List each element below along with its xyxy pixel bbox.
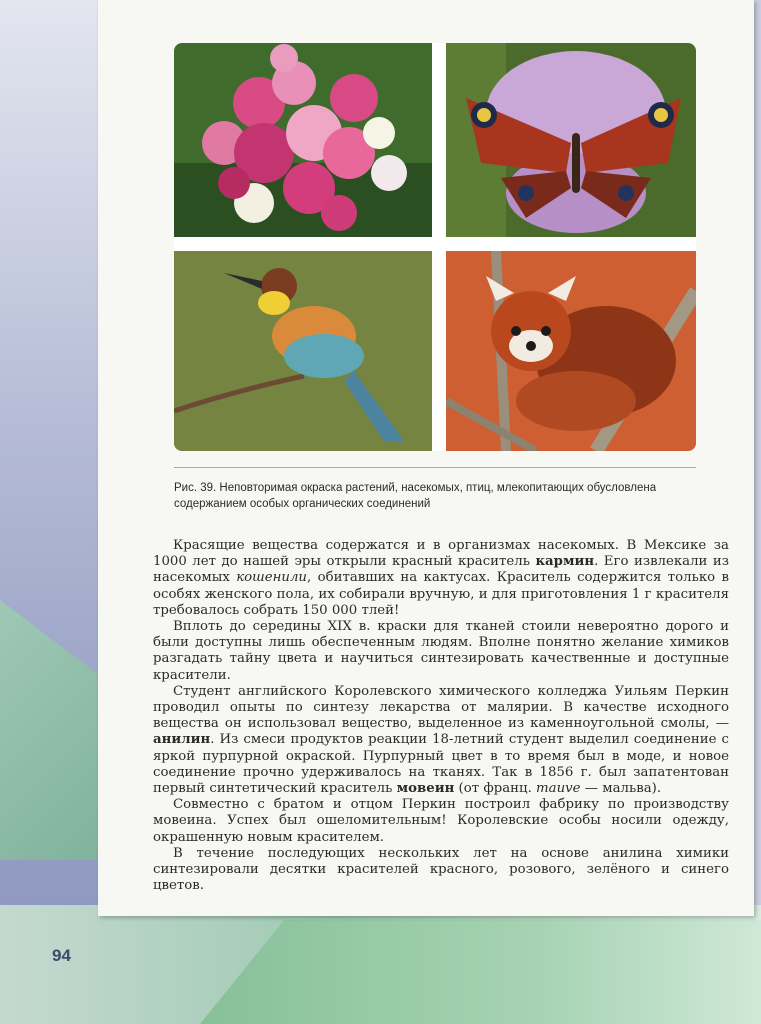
text-run: — мальва). (580, 781, 662, 797)
italic-term: кошенили (236, 570, 307, 586)
text-run: (от франц. (454, 781, 537, 797)
text-run: Красящие вещества содержатся и в организмах насекомых. В Мексике за 1000 лет до нашей эры открыли красный краситель (153, 538, 729, 570)
bird-photo (174, 251, 432, 451)
caption-label: Рис. 39. (174, 482, 217, 494)
background-bottom-stripe (200, 920, 761, 1024)
bold-term: анилин (153, 732, 211, 748)
text-run: Совместно с братом и отцом Перкин построил фабрику по производству мовеина. Успех был ошеломительным! Королевские особы носили одежду, окрашенную новым красителем. (153, 797, 729, 845)
caption-text: Неповторимая окраска растений, насекомых, птиц, млекопитающих обусловлена содержанием особых органических соединений (174, 482, 657, 510)
text-run: . Из смеси продуктов реакции 18-летний студент выделил соединение с яркой пурпурной окраской. Пурпурный цвет в то время был в моде, и новое соединение прочно удерживалось на тканях. Так в 1856 г. был запатентован первый синтетический краситель (153, 732, 729, 797)
paragraph (153, 797, 729, 846)
caption-rule (174, 467, 696, 468)
paragraph (153, 684, 729, 797)
text-run: Студент английского Королевского химического колледжа Уильям Перкин проводил опыты по синтезу лекарства от малярии. В качестве исходного вещества он использовал вещество, выделенное из каменноугольной смолы, — (153, 683, 729, 732)
text-run: , обитавших на кактусах. Краситель содержится только в особях женского пола, их собирали вручную, и для приготовления 1 г красителя требовалось собрать 150 000 тлей! (153, 570, 729, 618)
main-text (153, 538, 729, 894)
text-run: Вплоть до середины XIX в. краски для тканей стоили невероятно дорого и были доступны лишь обеспеченным людям. Вполне понятно желание химиков разгадать тайну цвета и научиться синтезировать качественные и доступные красители. (153, 619, 729, 683)
paragraph (153, 538, 729, 619)
book-page (98, 0, 754, 916)
bold-term: мовеин (396, 781, 455, 797)
figure-caption (174, 480, 704, 512)
bold-term: кармин (535, 554, 595, 570)
red-panda-photo (446, 251, 696, 451)
paragraph (153, 619, 729, 684)
flowers-photo (174, 43, 432, 237)
text-run: В течение последующих нескольких лет на основе анилина химики синтезировали десятки красителей красного, розового, зелёного и синего цветов. (153, 845, 729, 894)
butterfly-photo (446, 43, 696, 237)
paragraph (153, 846, 729, 895)
text-run: . Его извлекали из насекомых (153, 554, 729, 586)
italic-term: mauve (536, 781, 581, 797)
figure-photo-grid (174, 43, 696, 451)
background-left-panel (0, 0, 100, 1024)
page-number: 94 (52, 946, 71, 965)
